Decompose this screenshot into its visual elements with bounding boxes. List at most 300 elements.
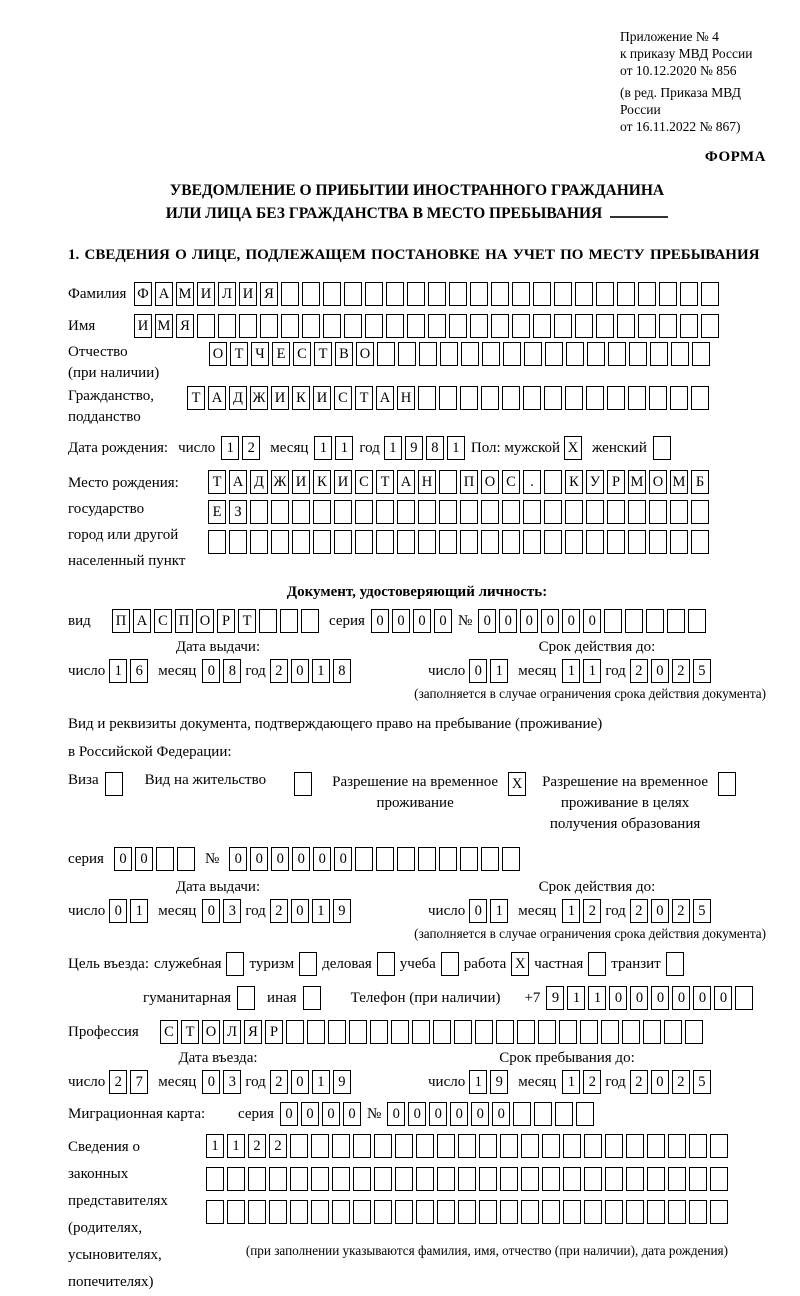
patronymic-cells-cell[interactable]: Т — [314, 342, 332, 366]
representatives-row-3-cell[interactable] — [521, 1200, 539, 1224]
patronymic-cells-cell[interactable] — [587, 342, 605, 366]
profession-cells-cell[interactable] — [517, 1020, 535, 1044]
birthplace-row-1-cell[interactable]: И — [292, 470, 310, 494]
doc-valid-month-cells-cell[interactable]: 1 — [583, 659, 601, 683]
representatives-row-3-cell[interactable] — [248, 1200, 266, 1224]
birthplace-row-1-cell[interactable]: Д — [250, 470, 268, 494]
phone-cells-cell[interactable]: 9 — [546, 986, 564, 1010]
doc-number-cells-cell[interactable]: 0 — [499, 609, 517, 633]
representatives-row-3-cell[interactable] — [647, 1200, 665, 1224]
stay-year-cells-cell[interactable]: 2 — [630, 1070, 648, 1094]
citizenship-cells-cell[interactable]: И — [313, 386, 331, 410]
stay-month-cells-cell[interactable]: 1 — [562, 1070, 580, 1094]
representatives-row-1-cell[interactable] — [710, 1134, 728, 1158]
mig-number-cells-cell[interactable]: 0 — [471, 1102, 489, 1126]
profession-cells-cell[interactable] — [664, 1020, 682, 1044]
birthplace-row-2-cell[interactable] — [502, 500, 520, 524]
birthplace-row-2-cell[interactable] — [334, 500, 352, 524]
surname-cells-cell[interactable] — [638, 282, 656, 306]
representatives-row-3-cell[interactable] — [332, 1200, 350, 1224]
birthplace-row-1-cell[interactable]: Ж — [271, 470, 289, 494]
name-cells-cell[interactable] — [197, 314, 215, 338]
representatives-row-3-cell[interactable] — [542, 1200, 560, 1224]
profession-cells-cell[interactable] — [622, 1020, 640, 1044]
doc-number-cells-cell[interactable]: 0 — [541, 609, 559, 633]
representatives-row-3-cell[interactable] — [437, 1200, 455, 1224]
doc-kind-cells-cell[interactable]: П — [112, 609, 130, 633]
permit-valid-month-cells-cell[interactable]: 2 — [583, 899, 601, 923]
name-cells-cell[interactable]: Я — [176, 314, 194, 338]
profession-cells-cell[interactable]: Л — [223, 1020, 241, 1044]
patronymic-cells-cell[interactable] — [503, 342, 521, 366]
surname-cells-cell[interactable] — [512, 282, 530, 306]
stay-year-cells-cell[interactable]: 2 — [672, 1070, 690, 1094]
permit-number-cells-cell[interactable] — [397, 847, 415, 871]
birthplace-row-3-cell[interactable] — [355, 530, 373, 554]
name-cells-cell[interactable] — [449, 314, 467, 338]
representatives-row-1-cell[interactable] — [542, 1134, 560, 1158]
birthplace-row-3-cell[interactable] — [565, 530, 583, 554]
birthplace-row-2-cell[interactable] — [397, 500, 415, 524]
entry-year-cells-cell[interactable]: 9 — [333, 1070, 351, 1094]
surname-cells-cell[interactable]: И — [239, 282, 257, 306]
entry-day-cells-cell[interactable]: 7 — [130, 1070, 148, 1094]
profession-cells-cell[interactable]: Р — [265, 1020, 283, 1044]
profession-cells-cell[interactable] — [454, 1020, 472, 1044]
profession-cells-cell[interactable] — [475, 1020, 493, 1044]
permit-valid-year-cells-cell[interactable]: 2 — [672, 899, 690, 923]
citizenship-cells-cell[interactable]: А — [376, 386, 394, 410]
profession-cells-cell[interactable] — [328, 1020, 346, 1044]
permit-issue-year-cells-cell[interactable]: 1 — [312, 899, 330, 923]
representatives-row-2-cell[interactable] — [584, 1167, 602, 1191]
representatives-row-3-cell[interactable] — [710, 1200, 728, 1224]
representatives-row-1-cell[interactable]: 1 — [227, 1134, 245, 1158]
representatives-row-2-cell[interactable] — [605, 1167, 623, 1191]
representatives-row-2-cell[interactable] — [206, 1167, 224, 1191]
birthplace-row-2-cell[interactable]: Е — [208, 500, 226, 524]
representatives-row-2-cell[interactable] — [458, 1167, 476, 1191]
name-cells-cell[interactable]: И — [134, 314, 152, 338]
birthplace-row-1-cell[interactable]: У — [586, 470, 604, 494]
representatives-row-2-cell[interactable] — [626, 1167, 644, 1191]
purpose-official-checkbox-cell[interactable] — [226, 952, 244, 976]
doc-valid-month-cells-cell[interactable]: 1 — [562, 659, 580, 683]
permit-issue-month-cells-cell[interactable]: 0 — [202, 899, 220, 923]
representatives-row-2-cell[interactable] — [290, 1167, 308, 1191]
doc-issue-day-cells-cell[interactable]: 1 — [109, 659, 127, 683]
birthplace-row-1-cell[interactable]: С — [355, 470, 373, 494]
purpose-business-checkbox-cell[interactable] — [377, 952, 395, 976]
surname-cells-cell[interactable] — [533, 282, 551, 306]
birthplace-row-3-cell[interactable] — [670, 530, 688, 554]
stay-year-cells-cell[interactable]: 0 — [651, 1070, 669, 1094]
representatives-row-3-cell[interactable] — [311, 1200, 329, 1224]
doc-valid-year-cells-cell[interactable]: 0 — [651, 659, 669, 683]
birthplace-row-3-cell[interactable] — [691, 530, 709, 554]
birthplace-row-2-cell[interactable] — [271, 500, 289, 524]
surname-cells-cell[interactable] — [344, 282, 362, 306]
doc-kind-cells-cell[interactable]: О — [196, 609, 214, 633]
citizenship-cells-cell[interactable] — [565, 386, 583, 410]
representatives-row-2-cell[interactable] — [668, 1167, 686, 1191]
surname-cells-cell[interactable] — [323, 282, 341, 306]
doc-kind-cells-cell[interactable]: Р — [217, 609, 235, 633]
birthplace-row-2-cell[interactable]: З — [229, 500, 247, 524]
citizenship-cells-cell[interactable]: С — [334, 386, 352, 410]
surname-cells-cell[interactable] — [680, 282, 698, 306]
representatives-row-2-cell[interactable] — [542, 1167, 560, 1191]
birthplace-row-2-cell[interactable] — [460, 500, 478, 524]
stay-month-cells-cell[interactable]: 2 — [583, 1070, 601, 1094]
birthplace-row-2-cell[interactable] — [586, 500, 604, 524]
representatives-row-1-cell[interactable] — [374, 1134, 392, 1158]
citizenship-cells-cell[interactable] — [649, 386, 667, 410]
permit-issue-day-cells-cell[interactable]: 0 — [109, 899, 127, 923]
birthplace-row-1-cell[interactable]: Б — [691, 470, 709, 494]
mig-number-cells-cell[interactable]: 0 — [450, 1102, 468, 1126]
citizenship-cells-cell[interactable] — [460, 386, 478, 410]
purpose-humanitarian-checkbox-cell[interactable] — [237, 986, 255, 1010]
representatives-row-3-cell[interactable] — [395, 1200, 413, 1224]
mig-series-cells-cell[interactable]: 0 — [280, 1102, 298, 1126]
birthplace-row-1-cell[interactable]: Т — [208, 470, 226, 494]
profession-cells-cell[interactable] — [643, 1020, 661, 1044]
birth-month-cells-cell[interactable]: 1 — [314, 436, 332, 460]
citizenship-cells-cell[interactable]: К — [292, 386, 310, 410]
name-cells-cell[interactable] — [386, 314, 404, 338]
birth-year-cells-cell[interactable]: 1 — [384, 436, 402, 460]
patronymic-cells-cell[interactable] — [440, 342, 458, 366]
purpose-tourism-checkbox-cell[interactable] — [299, 952, 317, 976]
representatives-row-2-cell[interactable] — [710, 1167, 728, 1191]
permit-series-cells-cell[interactable]: 0 — [135, 847, 153, 871]
permit-number-cells-cell[interactable] — [355, 847, 373, 871]
permit-series-cells-cell[interactable]: 0 — [114, 847, 132, 871]
citizenship-cells-cell[interactable] — [439, 386, 457, 410]
birthplace-row-2-cell[interactable] — [439, 500, 457, 524]
patronymic-cells-cell[interactable] — [482, 342, 500, 366]
representatives-row-1-cell[interactable] — [479, 1134, 497, 1158]
citizenship-cells-cell[interactable]: Д — [229, 386, 247, 410]
representatives-row-1-cell[interactable] — [500, 1134, 518, 1158]
permit-issue-year-cells-cell[interactable]: 0 — [291, 899, 309, 923]
birthplace-row-3-cell[interactable] — [502, 530, 520, 554]
birthplace-row-2-cell[interactable] — [376, 500, 394, 524]
name-cells-cell[interactable] — [428, 314, 446, 338]
name-cells-cell[interactable] — [470, 314, 488, 338]
doc-number-cells-cell[interactable] — [667, 609, 685, 633]
representatives-row-3-cell[interactable] — [416, 1200, 434, 1224]
mig-number-cells-cell[interactable] — [534, 1102, 552, 1126]
representatives-row-3-cell[interactable] — [605, 1200, 623, 1224]
birth-day-cells-cell[interactable]: 2 — [242, 436, 260, 460]
representatives-row-3-cell[interactable] — [374, 1200, 392, 1224]
purpose-work-checkbox-cell[interactable]: X — [511, 952, 529, 976]
birthplace-row-1-cell[interactable]: С — [502, 470, 520, 494]
citizenship-cells-cell[interactable] — [607, 386, 625, 410]
representatives-row-1-cell[interactable] — [395, 1134, 413, 1158]
birthplace-row-2-cell[interactable] — [523, 500, 541, 524]
birth-year-cells-cell[interactable]: 8 — [426, 436, 444, 460]
representatives-row-1-cell[interactable] — [332, 1134, 350, 1158]
mig-number-cells-cell[interactable]: 0 — [408, 1102, 426, 1126]
representatives-row-2-cell[interactable] — [311, 1167, 329, 1191]
representatives-row-2-cell[interactable] — [521, 1167, 539, 1191]
patronymic-cells-cell[interactable] — [566, 342, 584, 366]
purpose-other-checkbox-cell[interactable] — [303, 986, 321, 1010]
birthplace-row-1-cell[interactable]: О — [649, 470, 667, 494]
stay-day-cells-cell[interactable]: 9 — [490, 1070, 508, 1094]
citizenship-cells-cell[interactable] — [670, 386, 688, 410]
representatives-row-1-cell[interactable] — [668, 1134, 686, 1158]
surname-cells-cell[interactable] — [365, 282, 383, 306]
name-cells-cell[interactable] — [554, 314, 572, 338]
birthplace-row-1-cell[interactable]: Н — [418, 470, 436, 494]
patronymic-cells-cell[interactable]: В — [335, 342, 353, 366]
patronymic-cells-cell[interactable] — [461, 342, 479, 366]
permit-valid-month-cells-cell[interactable]: 1 — [562, 899, 580, 923]
representatives-row-3-cell[interactable] — [626, 1200, 644, 1224]
doc-number-cells-cell[interactable]: 0 — [562, 609, 580, 633]
doc-issue-month-cells-cell[interactable]: 0 — [202, 659, 220, 683]
permit-number-cells-cell[interactable]: 0 — [313, 847, 331, 871]
profession-cells-cell[interactable] — [433, 1020, 451, 1044]
profession-cells-cell[interactable] — [286, 1020, 304, 1044]
representatives-row-2-cell[interactable] — [647, 1167, 665, 1191]
birthplace-row-3-cell[interactable] — [271, 530, 289, 554]
citizenship-cells-cell[interactable]: А — [208, 386, 226, 410]
birth-month-cells-cell[interactable]: 1 — [335, 436, 353, 460]
phone-cells-cell[interactable]: 1 — [567, 986, 585, 1010]
mig-series-cells-cell[interactable]: 0 — [343, 1102, 361, 1126]
doc-kind-cells-cell[interactable]: П — [175, 609, 193, 633]
name-cells-cell[interactable] — [575, 314, 593, 338]
patronymic-cells-cell[interactable]: Ч — [251, 342, 269, 366]
birthplace-row-3-cell[interactable] — [649, 530, 667, 554]
profession-cells-cell[interactable] — [412, 1020, 430, 1044]
mig-number-cells-cell[interactable] — [513, 1102, 531, 1126]
permit-series-cells-cell[interactable] — [156, 847, 174, 871]
surname-cells-cell[interactable] — [701, 282, 719, 306]
birthplace-row-2-cell[interactable] — [670, 500, 688, 524]
representatives-row-3-cell[interactable] — [290, 1200, 308, 1224]
profession-cells-cell[interactable] — [496, 1020, 514, 1044]
surname-cells-cell[interactable] — [470, 282, 488, 306]
mig-number-cells-cell[interactable]: 0 — [429, 1102, 447, 1126]
representatives-row-1-cell[interactable] — [458, 1134, 476, 1158]
patronymic-cells-cell[interactable]: Т — [230, 342, 248, 366]
surname-cells-cell[interactable] — [281, 282, 299, 306]
profession-cells-cell[interactable]: О — [202, 1020, 220, 1044]
profession-cells-cell[interactable] — [685, 1020, 703, 1044]
surname-cells-cell[interactable] — [491, 282, 509, 306]
representatives-row-2-cell[interactable] — [374, 1167, 392, 1191]
name-cells-cell[interactable] — [218, 314, 236, 338]
birthplace-row-3-cell[interactable] — [607, 530, 625, 554]
surname-cells-cell[interactable] — [617, 282, 635, 306]
doc-kind-cells-cell[interactable]: А — [133, 609, 151, 633]
entry-year-cells-cell[interactable]: 2 — [270, 1070, 288, 1094]
doc-number-cells-cell[interactable]: 0 — [583, 609, 601, 633]
name-cells-cell[interactable] — [680, 314, 698, 338]
citizenship-cells-cell[interactable]: Н — [397, 386, 415, 410]
representatives-row-3-cell[interactable] — [479, 1200, 497, 1224]
surname-cells-cell[interactable] — [659, 282, 677, 306]
representatives-row-1-cell[interactable] — [437, 1134, 455, 1158]
doc-number-cells-cell[interactable] — [688, 609, 706, 633]
name-cells-cell[interactable] — [596, 314, 614, 338]
birthplace-row-1-cell[interactable]: Т — [376, 470, 394, 494]
mig-series-cells-cell[interactable]: 0 — [301, 1102, 319, 1126]
name-cells-cell[interactable] — [239, 314, 257, 338]
profession-cells-cell[interactable] — [559, 1020, 577, 1044]
doc-valid-day-cells-cell[interactable]: 1 — [490, 659, 508, 683]
doc-series-cells-cell[interactable]: 0 — [413, 609, 431, 633]
birthplace-row-3-cell[interactable] — [628, 530, 646, 554]
doc-number-cells-cell[interactable]: 0 — [520, 609, 538, 633]
representatives-row-2-cell[interactable] — [395, 1167, 413, 1191]
entry-month-cells-cell[interactable]: 3 — [223, 1070, 241, 1094]
citizenship-cells-cell[interactable] — [628, 386, 646, 410]
representatives-row-3-cell[interactable] — [689, 1200, 707, 1224]
birthplace-row-2-cell[interactable] — [418, 500, 436, 524]
permit-issue-day-cells-cell[interactable]: 1 — [130, 899, 148, 923]
doc-kind-cells-cell[interactable] — [280, 609, 298, 633]
representatives-row-1-cell[interactable]: 2 — [248, 1134, 266, 1158]
temp-residence-edu-checkbox-cell[interactable] — [718, 772, 736, 796]
patronymic-cells-cell[interactable]: О — [356, 342, 374, 366]
phone-cells-cell[interactable]: 0 — [651, 986, 669, 1010]
representatives-row-3-cell[interactable] — [458, 1200, 476, 1224]
permit-valid-year-cells-cell[interactable]: 2 — [630, 899, 648, 923]
permit-number-cells-cell[interactable] — [481, 847, 499, 871]
name-cells-cell[interactable] — [638, 314, 656, 338]
doc-series-cells-cell[interactable]: 0 — [434, 609, 452, 633]
name-cells-cell[interactable] — [407, 314, 425, 338]
representatives-row-2-cell[interactable] — [248, 1167, 266, 1191]
doc-kind-cells-cell[interactable]: С — [154, 609, 172, 633]
birthplace-row-1-cell[interactable]: А — [397, 470, 415, 494]
representatives-row-1-cell[interactable] — [605, 1134, 623, 1158]
birthplace-row-2-cell[interactable] — [565, 500, 583, 524]
permit-number-cells-cell[interactable]: 0 — [271, 847, 289, 871]
permit-number-cells-cell[interactable] — [460, 847, 478, 871]
doc-series-cells-cell[interactable]: 0 — [392, 609, 410, 633]
citizenship-cells-cell[interactable] — [523, 386, 541, 410]
birthplace-row-1-cell[interactable]: А — [229, 470, 247, 494]
mig-number-cells-cell[interactable] — [576, 1102, 594, 1126]
residence-permit-checkbox-cell[interactable] — [294, 772, 312, 796]
representatives-row-2-cell[interactable] — [269, 1167, 287, 1191]
permit-number-cells-cell[interactable]: 0 — [250, 847, 268, 871]
permit-number-cells-cell[interactable] — [439, 847, 457, 871]
representatives-row-2-cell[interactable] — [416, 1167, 434, 1191]
mig-number-cells-cell[interactable]: 0 — [387, 1102, 405, 1126]
entry-day-cells-cell[interactable]: 2 — [109, 1070, 127, 1094]
permit-series-cells-cell[interactable] — [177, 847, 195, 871]
profession-cells-cell[interactable] — [307, 1020, 325, 1044]
name-cells-cell[interactable]: М — [155, 314, 173, 338]
citizenship-cells-cell[interactable]: И — [271, 386, 289, 410]
permit-issue-month-cells-cell[interactable]: 3 — [223, 899, 241, 923]
name-cells-cell[interactable] — [617, 314, 635, 338]
birth-day-cells-cell[interactable]: 1 — [221, 436, 239, 460]
representatives-row-1-cell[interactable] — [647, 1134, 665, 1158]
representatives-row-2-cell[interactable] — [227, 1167, 245, 1191]
representatives-row-2-cell[interactable] — [689, 1167, 707, 1191]
doc-valid-year-cells-cell[interactable]: 5 — [693, 659, 711, 683]
purpose-transit-checkbox-cell[interactable] — [666, 952, 684, 976]
name-cells-cell[interactable] — [302, 314, 320, 338]
birthplace-row-3-cell[interactable] — [250, 530, 268, 554]
name-cells-cell[interactable] — [701, 314, 719, 338]
sex-female-checkbox-cell[interactable] — [653, 436, 671, 460]
birthplace-row-3-cell[interactable] — [544, 530, 562, 554]
profession-cells-cell[interactable] — [370, 1020, 388, 1044]
profession-cells-cell[interactable]: Я — [244, 1020, 262, 1044]
representatives-row-3-cell[interactable] — [584, 1200, 602, 1224]
doc-number-cells-cell[interactable] — [646, 609, 664, 633]
representatives-row-1-cell[interactable] — [626, 1134, 644, 1158]
doc-valid-day-cells-cell[interactable]: 0 — [469, 659, 487, 683]
representatives-row-1-cell[interactable] — [311, 1134, 329, 1158]
entry-month-cells-cell[interactable]: 0 — [202, 1070, 220, 1094]
profession-cells-cell[interactable]: С — [160, 1020, 178, 1044]
surname-cells-cell[interactable]: Я — [260, 282, 278, 306]
phone-cells-cell[interactable]: 0 — [693, 986, 711, 1010]
surname-cells-cell[interactable] — [449, 282, 467, 306]
surname-cells-cell[interactable]: И — [197, 282, 215, 306]
birthplace-row-1-cell[interactable]: К — [313, 470, 331, 494]
permit-number-cells-cell[interactable] — [376, 847, 394, 871]
patronymic-cells-cell[interactable] — [398, 342, 416, 366]
permit-number-cells-cell[interactable] — [502, 847, 520, 871]
patronymic-cells-cell[interactable] — [671, 342, 689, 366]
birthplace-row-3-cell[interactable] — [439, 530, 457, 554]
visa-checkbox-cell[interactable] — [105, 772, 123, 796]
birthplace-row-2-cell[interactable] — [544, 500, 562, 524]
birthplace-row-1-cell[interactable]: О — [481, 470, 499, 494]
mig-number-cells-cell[interactable]: 0 — [492, 1102, 510, 1126]
name-cells-cell[interactable] — [659, 314, 677, 338]
permit-valid-year-cells-cell[interactable]: 0 — [651, 899, 669, 923]
surname-cells-cell[interactable] — [407, 282, 425, 306]
birthplace-row-1-cell[interactable]: М — [628, 470, 646, 494]
representatives-row-3-cell[interactable] — [500, 1200, 518, 1224]
permit-number-cells-cell[interactable] — [418, 847, 436, 871]
birthplace-row-1-cell[interactable]: . — [523, 470, 541, 494]
birthplace-row-2-cell[interactable] — [292, 500, 310, 524]
phone-cells-cell[interactable]: 0 — [714, 986, 732, 1010]
name-cells-cell[interactable] — [344, 314, 362, 338]
doc-issue-year-cells-cell[interactable]: 2 — [270, 659, 288, 683]
surname-cells-cell[interactable]: А — [155, 282, 173, 306]
representatives-row-1-cell[interactable] — [290, 1134, 308, 1158]
representatives-row-2-cell[interactable] — [353, 1167, 371, 1191]
surname-cells-cell[interactable] — [428, 282, 446, 306]
citizenship-cells-cell[interactable] — [586, 386, 604, 410]
representatives-row-2-cell[interactable] — [563, 1167, 581, 1191]
doc-kind-cells-cell[interactable] — [301, 609, 319, 633]
birthplace-row-2-cell[interactable] — [628, 500, 646, 524]
profession-cells-cell[interactable] — [391, 1020, 409, 1044]
citizenship-cells-cell[interactable] — [481, 386, 499, 410]
name-cells-cell[interactable] — [323, 314, 341, 338]
representatives-row-1-cell[interactable]: 2 — [269, 1134, 287, 1158]
phone-cells-cell[interactable]: 0 — [672, 986, 690, 1010]
mig-series-cells-cell[interactable]: 0 — [322, 1102, 340, 1126]
